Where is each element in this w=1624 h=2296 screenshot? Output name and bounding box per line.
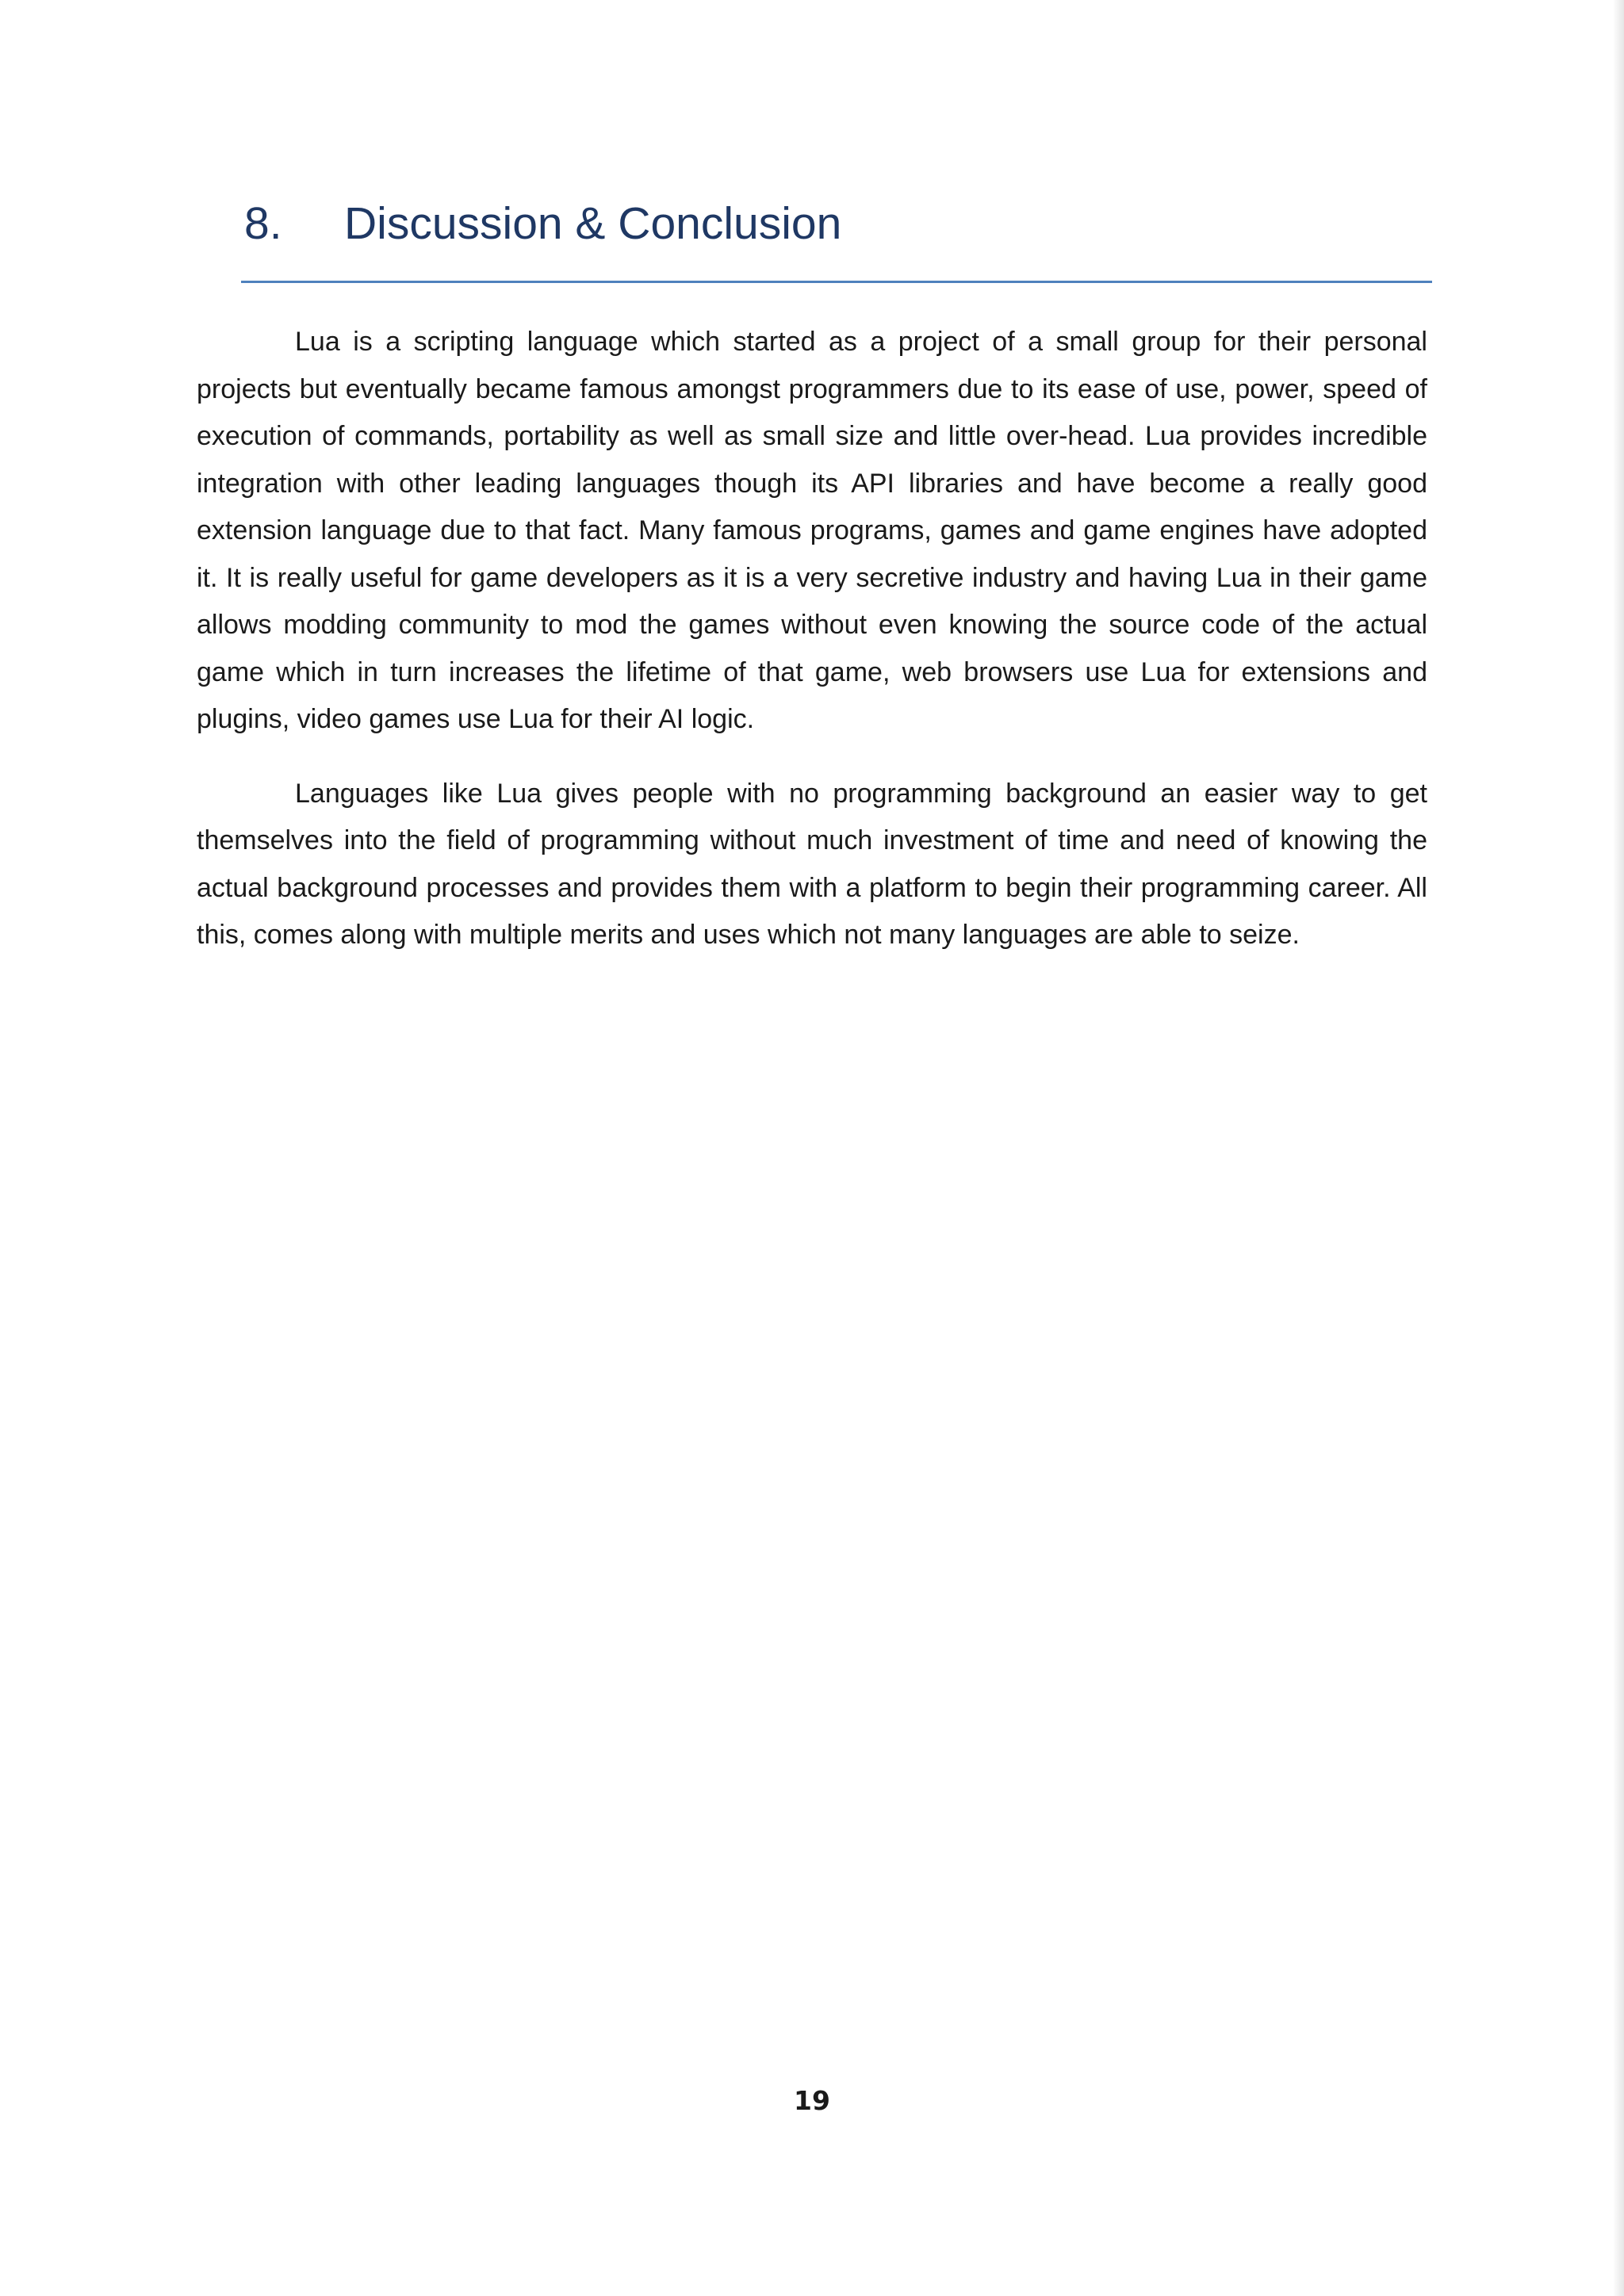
section-number: 8. — [244, 198, 282, 249]
page-number: 19 — [794, 2085, 830, 2116]
heading-underline-rule — [241, 281, 1432, 283]
section-title: Discussion & Conclusion — [344, 198, 842, 249]
section-heading — [244, 192, 841, 255]
paragraph-conclusion: Languages like Lua gives people with no programming background an easier way to get themselves into the field of programming without much investment of time and need of knowing the actual background processes and provides them with a platform to begin their programming career. All this, comes along with multiple merits and uses which not many languages are able to seize. — [197, 778, 1427, 950]
page-edge-shadow — [1613, 0, 1624, 2296]
body-text — [197, 319, 1427, 986]
paragraph-intro: Lua is a scripting language which started as a project of a small group for their personal projects but eventually became famous amongst programmers due to its ease of use, power, speed of execution of commands, portability as well as small size and little over-head. Lua provides incredible integration with other leading languages though its API libraries and have become a really good extension language due to that fact. Many famous programs, games and game engines have adopted it. It is really useful for game developers as it is a very secretive industry and having Lua in their game allows modding community to mod the games without even knowing the source code of the actual game which in turn increases the lifetime of that game, web browsers use Lua for extensions and plugins, video games use Lua for their AI logic. — [197, 327, 1427, 734]
